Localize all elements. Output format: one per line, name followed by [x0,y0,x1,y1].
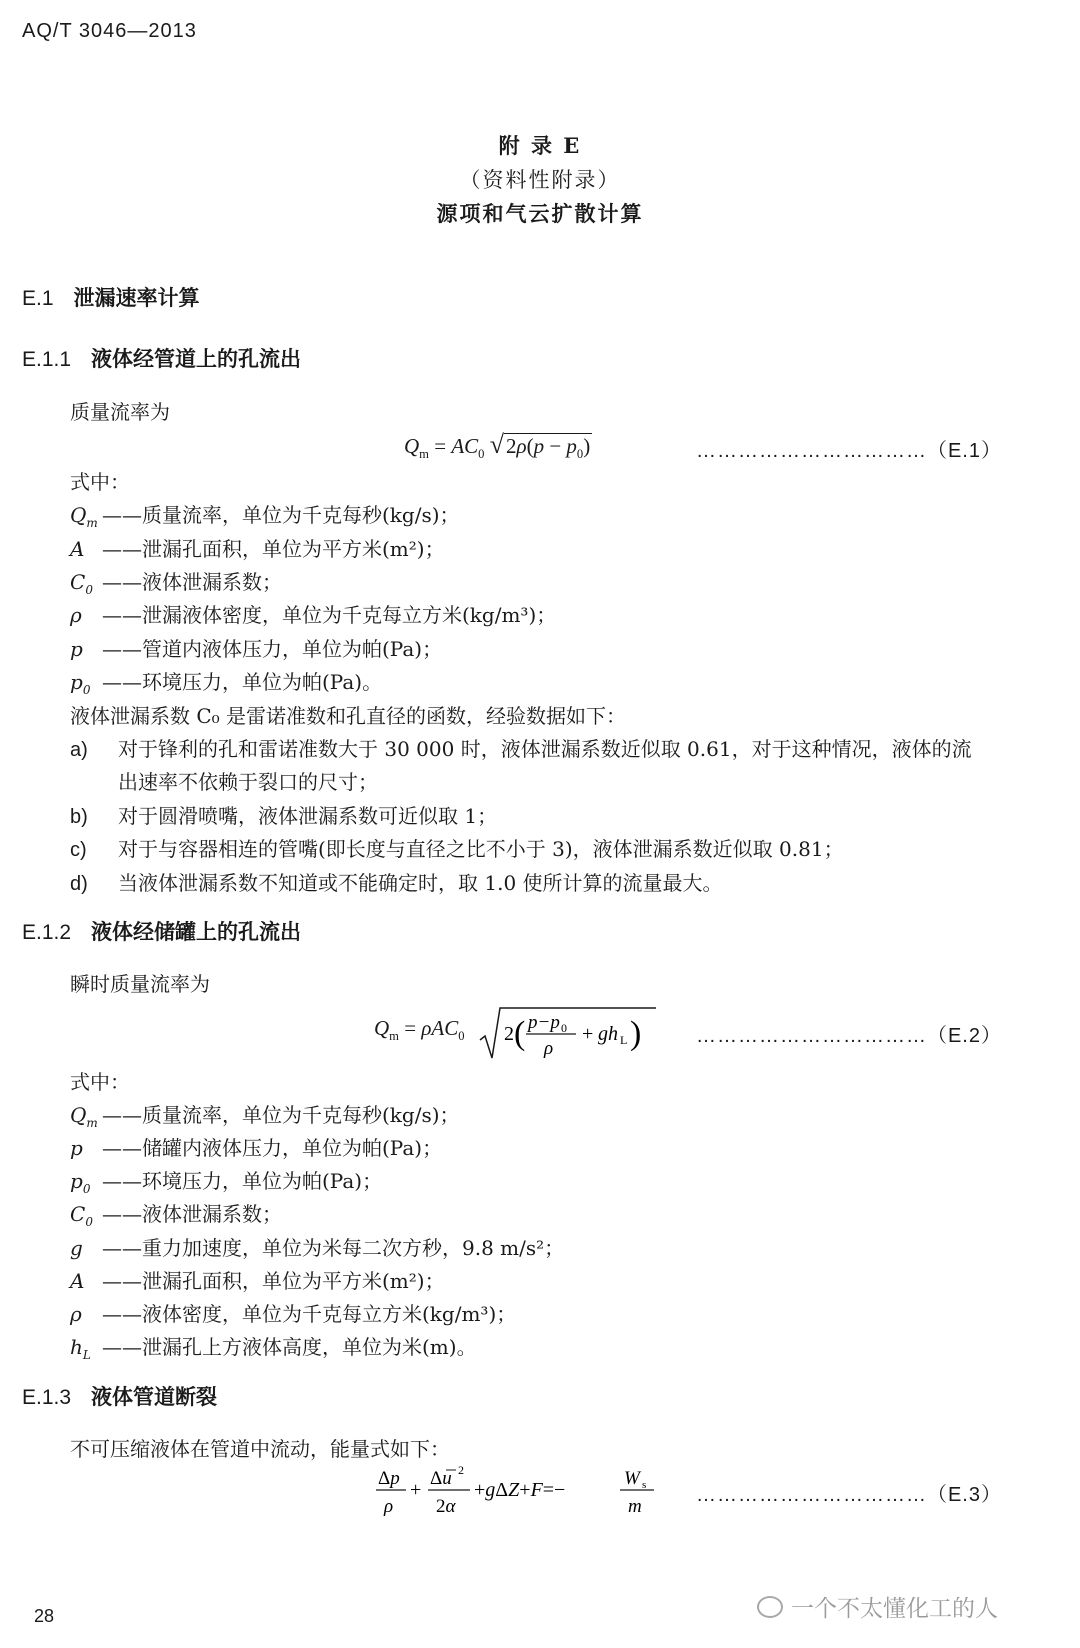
list-item [70,833,844,862]
list-item-continuation: 出速率不依赖于裂口的尺寸； [118,770,378,794]
list-marker: b) [70,806,88,828]
section-number: E.1.1 [22,348,72,371]
definition-text: ——质量流率，单位为千克每秒(kg/s)； [102,503,460,527]
definition-text: ——管道内液体压力，单位为帕(Pa)； [102,637,443,661]
list-text: 对于圆滑喷嘴，液体泄漏系数可近似取 1； [118,804,498,828]
appendix-name: 源项和气云扩散计算 [436,201,644,226]
equation-e3 [374,1462,664,1520]
symbol: A [70,1269,85,1293]
appendix-type: （资料性附录） [459,168,621,192]
paragraph: 不可压缩液体在管道中流动，能量式如下： [70,1437,450,1461]
list-item [70,867,723,896]
equation-number: ……………………………（E.3） [695,1484,1002,1506]
symbol: ρ [70,1302,82,1326]
list-text: 对于与容器相连的管嘴(即长度与直径之比不小于 3)，液体泄漏系数近似取 0.81； [118,837,844,861]
symbol: g [70,1236,83,1260]
section-number: E.1.3 [22,1386,72,1409]
section-heading [22,343,301,373]
section-title: 液体管道断裂 [91,1384,218,1409]
paragraph: 液体泄漏系数 C₀ 是雷诺准数和孔直径的函数，经验数据如下： [70,704,627,728]
wechat-icon [757,1596,783,1618]
definition-text: ——重力加速度，单位为米每二次方秒，9.8 m/s²； [102,1236,565,1260]
svg-text:+: + [582,1023,594,1045]
svg-text:+gΔZ+F=−: +gΔZ+F=− [474,1479,566,1501]
definition-row [70,633,442,662]
definition-text: ——泄漏孔面积，单位为平方米(m²)； [102,537,445,561]
symbol: $p_0$ [70,670,91,697]
svg-text:+: + [410,1479,422,1501]
symbol: A [70,537,85,561]
svg-text:s: s [642,1479,647,1491]
svg-text:ρ: ρ [544,1038,554,1059]
symbol: $C_0$ [70,1202,93,1229]
svg-text:0: 0 [561,1021,567,1035]
equation-number: ……………………………（E.1） [695,440,1002,462]
definition-row [70,1298,516,1327]
sqrt-expression [478,1006,658,1062]
list-text: 当液体泄漏系数不知道或不能确定时，取 1.0 使所计算的流量最大。 [118,871,723,895]
svg-text:Δu: Δu [430,1468,452,1489]
where-label: 式中： [70,470,130,494]
definition-row [70,1232,564,1261]
list-item [70,733,972,762]
equation-number: ……………………………（E.2） [695,1025,1002,1047]
svg-text:2: 2 [504,1023,514,1045]
symbol: ρ [70,603,82,627]
svg-text:): ) [630,1015,642,1052]
list-marker: d) [70,873,88,895]
definition-row [70,533,445,562]
definition-row [70,1265,445,1294]
section-number: E.1.2 [22,921,72,944]
section-heading [22,282,200,312]
svg-text:Δp: Δp [378,1468,400,1489]
definition-text: ——储罐内液体压力，单位为帕(Pa)； [102,1136,443,1160]
svg-text:W: W [624,1468,640,1489]
paragraph: 质量流率为 [70,400,170,424]
section-title: 液体经管道上的孔流出 [91,346,302,371]
definition-row [70,499,460,530]
definition-text: ——液体泄漏系数； [102,1202,282,1226]
svg-text:p−p: p−p [528,1012,560,1033]
standard-code: AQ/T 3046—2013 [22,20,197,42]
symbol: $p_0$ [70,1169,91,1196]
definition-text: ——泄漏孔面积，单位为平方米(m²)； [102,1269,445,1293]
watermark-text: 一个不太懂化工的人 [791,1596,998,1622]
section-heading [22,916,301,946]
where-label: 式中： [70,1070,130,1094]
definition-row [70,666,382,697]
definition-row [70,599,556,628]
definition-row [70,1198,282,1229]
definition-text: ——泄漏孔上方液体高度，单位为米(m)。 [102,1335,477,1359]
watermark [757,1590,998,1623]
symbol: $Q_m$ [70,1103,98,1130]
svg-text:2α: 2α [436,1496,456,1517]
symbol: p [70,1136,83,1160]
definition-text: ——质量流率，单位为千克每秒(kg/s)； [102,1103,460,1127]
section-number: E.1 [22,287,54,310]
definition-text: ——液体密度，单位为千克每立方米(kg/m³)； [102,1302,517,1326]
svg-text:m: m [628,1496,642,1517]
equation-e2: $Q_m = \rho AC_0$ 2 ( p−p 0 ρ + gh L ) [374,1006,465,1062]
symbol: $Q_m$ [70,503,98,530]
section-title: 泄漏速率计算 [73,285,200,310]
definition-row [70,1132,442,1161]
svg-text:ρ: ρ [384,1496,394,1517]
svg-text:(: ( [514,1015,526,1052]
definition-text: ——环境压力，单位为帕(Pa)； [102,1169,383,1193]
page-number: 28 [34,1606,55,1626]
definition-text: ——泄漏液体密度，单位为千克每立方米(kg/m³)； [102,603,557,627]
appendix-title: 附 录 E [498,133,582,158]
definition-row [70,566,282,597]
section-heading [22,1381,217,1411]
symbol: p [70,637,83,661]
svg-text:gh: gh [598,1023,618,1045]
definition-text: ——液体泄漏系数； [102,570,282,594]
symbol: $h_L$ [70,1335,91,1362]
equation-e1: $Q_m = AC_0$ $√2\rho(p - p_0)$ [404,430,591,462]
list-marker: a) [70,739,88,761]
paragraph: 瞬时质量流率为 [70,972,210,996]
symbol: $C_0$ [70,570,93,597]
list-text: 对于锋利的孔和雷诺准数大于 30 000 时，液体泄漏系数近似取 0.61，对于这种情况，液体的流 [118,737,972,761]
definition-row [70,1099,460,1130]
definition-row [70,1331,477,1362]
svg-text:2: 2 [458,1463,464,1477]
list-marker: c) [70,839,87,861]
definition-text: ——环境压力，单位为帕(Pa)。 [102,670,383,694]
definition-row [70,1165,382,1196]
svg-text:L: L [620,1033,628,1047]
section-title: 液体经储罐上的孔流出 [91,919,302,944]
list-item [70,800,497,829]
